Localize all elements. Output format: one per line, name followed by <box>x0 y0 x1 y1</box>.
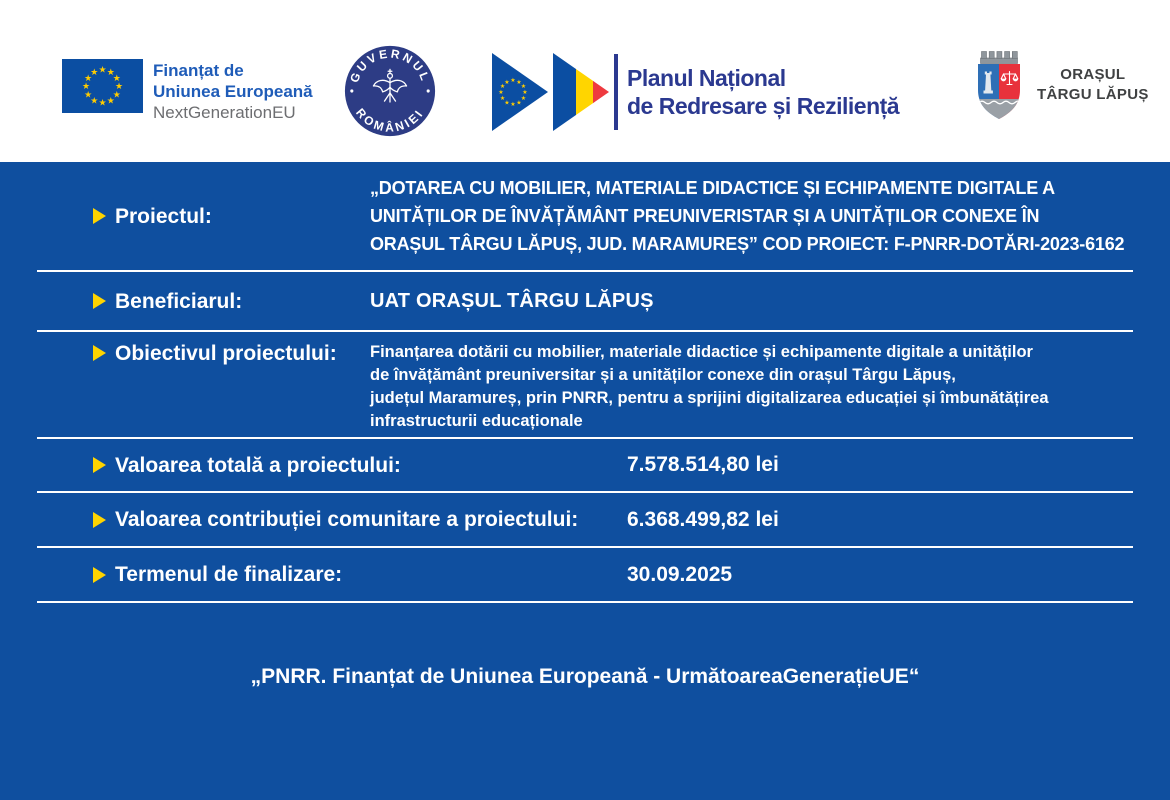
eu-funding-line1: Finanțat de <box>153 61 244 80</box>
svg-text:★: ★ <box>498 90 504 97</box>
svg-text:★: ★ <box>520 84 527 91</box>
svg-text:★: ★ <box>84 89 93 100</box>
svg-text:★: ★ <box>114 81 124 92</box>
svg-text:★: ★ <box>106 95 115 106</box>
bullet-triangle-icon <box>93 345 106 361</box>
bullet-triangle-icon <box>93 457 106 473</box>
svg-text:★: ★ <box>499 96 506 103</box>
row-proiectul-label: Proiectul: <box>93 205 370 228</box>
svg-text:★: ★ <box>516 79 522 86</box>
svg-text:★: ★ <box>98 64 107 75</box>
eu-funding-text <box>153 59 313 123</box>
government-seal <box>344 45 436 142</box>
footer-slogan: „PNRR. Finanțat de Uniunea Europeană - UrmătoareaGenerațieUE“ <box>250 665 920 688</box>
row-obiectivul <box>0 332 1170 437</box>
row-beneficiarul <box>0 272 1170 330</box>
row-valoarea-totala-label: Valoarea totală a proiectului: <box>93 454 627 477</box>
eu-flag-icon <box>62 59 143 113</box>
row-contributia-comunitara <box>0 493 1170 546</box>
city-coat-of-arms-icon <box>976 50 1022 120</box>
seal-top-text: GUVERNUL <box>347 46 433 85</box>
city-name <box>1037 65 1149 105</box>
row-contributia-comunitara-value: 6.368.499,82 lei <box>627 507 779 531</box>
svg-text:★: ★ <box>84 72 93 83</box>
crown-icon <box>981 52 1018 64</box>
divider-line <box>37 601 1133 603</box>
svg-text:★: ★ <box>112 72 121 83</box>
eu-funding-logo <box>62 59 313 123</box>
row-proiectul <box>0 162 1170 270</box>
svg-text:★: ★ <box>499 84 506 91</box>
project-info-panel <box>0 162 1170 800</box>
eu-funding-line3: NextGenerationEU <box>153 103 296 122</box>
row-proiectul-value: „DOTAREA CU MOBILIER, MATERIALE DIDACTICE ȘI ECHIPAMENTE DIGITALE A UNITĂȚILOR DE ÎNVĂȚĂMÂNT PREUNIVERISTAR ȘI A UNITĂȚILOR CONEXE ÎN ORAȘUL TÂRGU LĂPUȘ, JUD. MARAMUREȘ” COD PROIECT: F-PNRR-DOTĂRI-2023-6162 <box>370 178 1125 254</box>
svg-text:★: ★ <box>516 100 522 107</box>
row-termenul-label: Termenul de finalizare: <box>93 563 627 586</box>
row-beneficiarul-value: UAT ORAȘUL TÂRGU LĂPUȘ <box>370 289 654 312</box>
svg-text:★: ★ <box>90 66 99 77</box>
row-beneficiarul-label: Beneficiarul: <box>93 290 370 313</box>
svg-text:★: ★ <box>81 81 91 92</box>
svg-text:★: ★ <box>504 79 510 86</box>
logo-header <box>0 0 1170 162</box>
bullet-triangle-icon <box>93 512 106 528</box>
pnrr-title-line1: Planul Național <box>627 65 786 91</box>
bullet-triangle-icon <box>93 208 106 224</box>
svg-text:★: ★ <box>112 89 121 100</box>
row-contributia-comunitara-label: Valoarea contribuției comunitare a proiectului: <box>93 508 627 531</box>
row-valoarea-totala-value: 7.578.514,80 lei <box>627 453 779 476</box>
bullet-triangle-icon <box>93 567 106 583</box>
svg-text:★: ★ <box>522 90 528 97</box>
seal-bottom-text: ROMÂNIEI <box>353 105 427 135</box>
city-coat-of-arms <box>976 50 1149 120</box>
pnrr-title-line2: de Redresare și Reziliență <box>627 93 900 119</box>
city-name-line1: ORAȘUL <box>1060 66 1126 83</box>
city-name-line2: TÂRGU LĂPUȘ <box>1037 86 1149 103</box>
row-termenul-value: 30.09.2025 <box>627 562 733 586</box>
svg-text:★: ★ <box>510 78 516 85</box>
government-seal-icon <box>344 45 436 137</box>
row-obiectivul-label: Obiectivul proiectului: <box>93 341 370 365</box>
svg-text:★: ★ <box>504 100 510 107</box>
svg-text:★: ★ <box>510 102 516 109</box>
svg-text:★: ★ <box>90 95 99 106</box>
pnrr-arrows-icon <box>492 52 618 132</box>
row-obiectivul-value: Finanțarea dotării cu mobilier, materiale didactice și echipamente digitale a unităților de învățământ preuniversitar și a unităților conexe din orașul Târgu Lăpuș, județul Maramureș, prin PNRR, pentru a sprijini digitalizarea educației și îmbunătățirea infrastructurii educaționale <box>370 343 1049 430</box>
row-termenul <box>0 548 1170 601</box>
bullet-triangle-icon <box>93 293 106 309</box>
svg-text:★: ★ <box>98 97 107 108</box>
row-valoarea-totala <box>0 439 1170 491</box>
pnrr-title <box>627 64 899 120</box>
svg-text:★: ★ <box>106 66 115 77</box>
pnrr-logo <box>492 52 899 132</box>
eu-funding-line2: Uniunea Europeană <box>153 82 313 101</box>
svg-text:★: ★ <box>520 96 527 103</box>
